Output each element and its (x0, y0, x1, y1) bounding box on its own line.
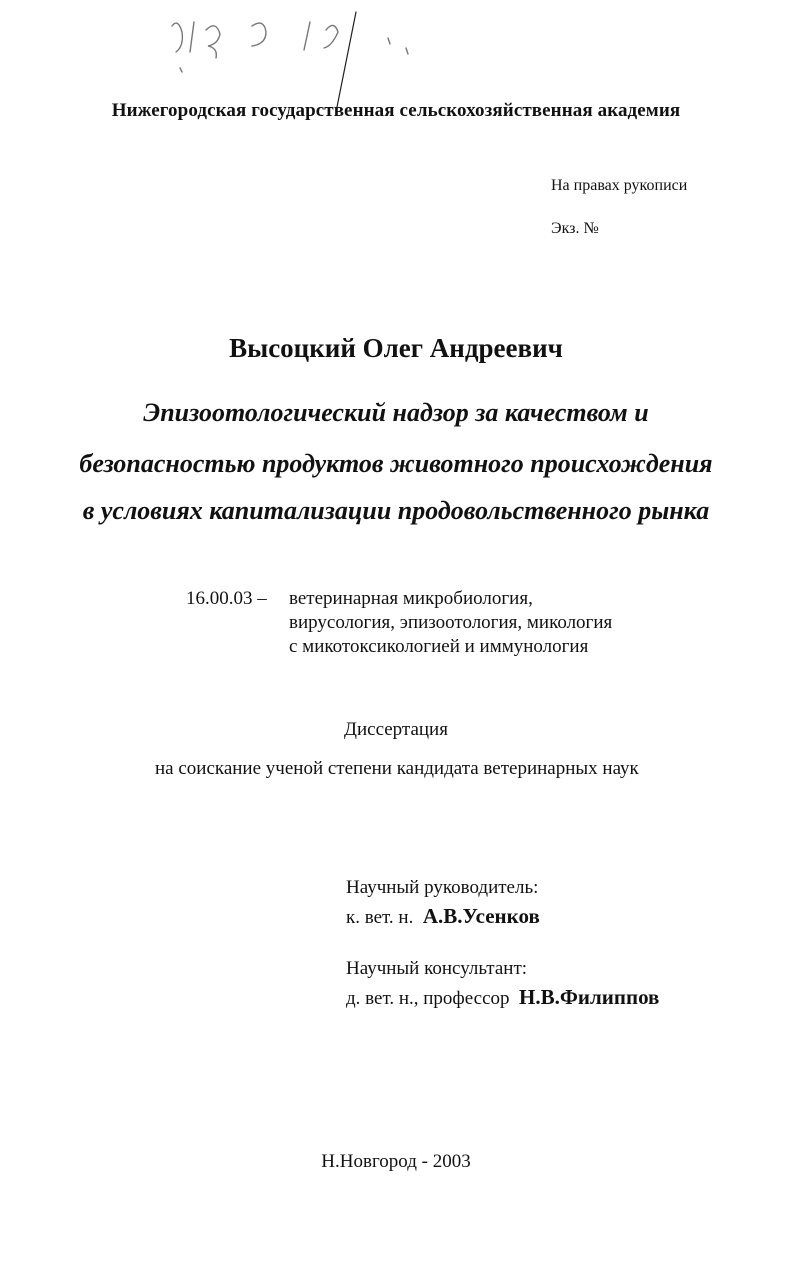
supervisor-title: к. вет. н. (346, 907, 414, 928)
copy-number-label: Экз. № (551, 220, 599, 237)
specialty-line: ветеринарная микробиология, (289, 588, 533, 609)
document-type: Диссертация (344, 719, 448, 740)
specialty-code: 16.00.03 – (186, 588, 267, 609)
dissertation-title-line: безопасностью продуктов животного происхождения (79, 449, 713, 478)
specialty-line: вирусология, эпизоотология, микология (289, 612, 613, 633)
supervisor-line (346, 904, 540, 929)
consultant-line (346, 985, 659, 1010)
consultant-label: Научный консультант: (346, 958, 528, 979)
author-name: Высоцкий Олег Андреевич (229, 333, 563, 363)
supervisor-name: А.В.Усенков (422, 904, 540, 928)
manuscript-rights-note: На правах рукописи (551, 177, 688, 194)
place-and-year: Н.Новгород - 2003 (321, 1151, 471, 1172)
specialty-line: с микотоксикологией и иммунология (289, 636, 589, 657)
dissertation-title-line: Эпизоотологический надзор за качеством и (143, 398, 649, 427)
dissertation-title-line: в условиях капитализации продовольственного рынка (82, 496, 710, 525)
consultant-name: Н.В.Филиппов (519, 985, 660, 1009)
supervisor-label: Научный руководитель: (346, 877, 539, 898)
degree-statement: на соискание ученой степени кандидата ветеринарных наук (155, 758, 639, 779)
institution-name: Нижегородская государственная сельскохозяйственная академия (111, 100, 681, 121)
consultant-title: д. вет. н., профессор (346, 988, 510, 1009)
